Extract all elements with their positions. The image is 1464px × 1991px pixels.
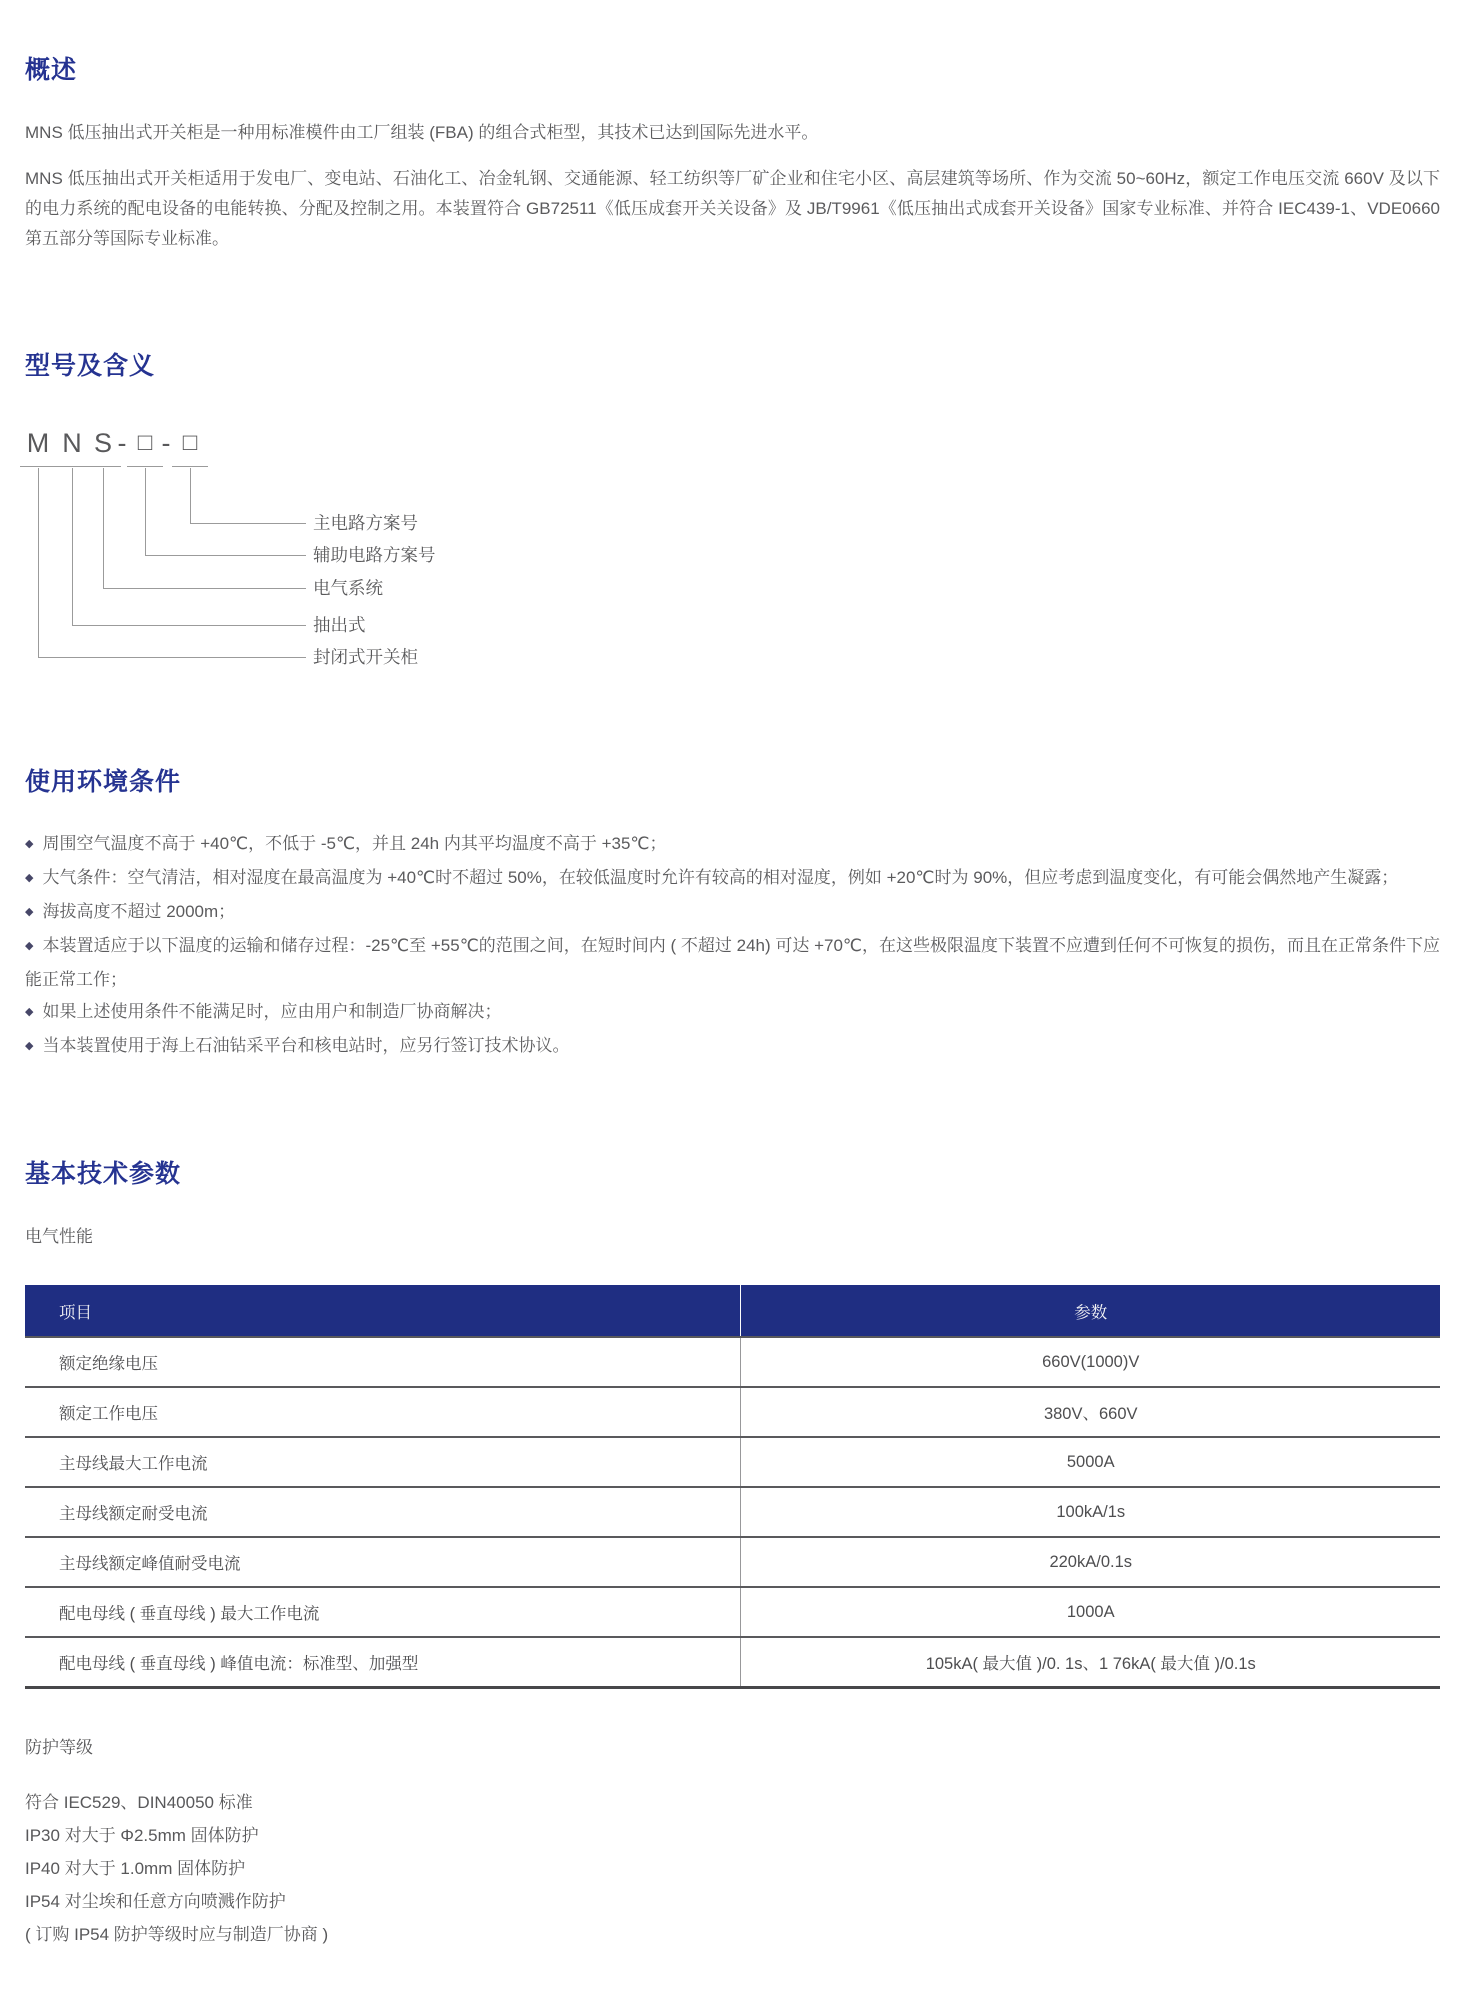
- table-cell-param: 1000A: [741, 1587, 1440, 1637]
- diamond-bullet-icon: ◆: [25, 872, 34, 884]
- protection-title: 防护等级: [25, 1738, 93, 1757]
- table-row: [25, 1637, 1440, 1688]
- parameters-heading: 基本技术参数: [25, 1160, 182, 1188]
- table-cell-item: 主母线最大工作电流: [25, 1437, 741, 1487]
- diamond-bullet-icon: ◆: [25, 1040, 34, 1052]
- electrical-performance-table: [25, 1285, 1440, 1689]
- diagram-label-main-circuit: 主电路方案号: [313, 513, 418, 533]
- table-header-param: 参数: [741, 1285, 1440, 1337]
- diagram-label-aux-circuit: 辅助电路方案号: [313, 545, 436, 565]
- code-letter-s: S: [85, 428, 121, 467]
- environment-bullet-text: 海拔高度不超过 2000m；: [42, 902, 236, 921]
- overview-paragraph-1: MNS 低压抽出式开关柜是一种用标准模件由工厂组装 (FBA) 的组合式柜型，其技术已达到国际先进水平。: [25, 123, 819, 142]
- diamond-bullet-icon: ◆: [25, 906, 34, 918]
- diamond-bullet-icon: ◆: [25, 838, 34, 850]
- table-cell-param: 105kA( 最大值 )/0. 1s、1 76kA( 最大值 )/0.1s: [741, 1637, 1440, 1688]
- table-cell-item: 额定绝缘电压: [25, 1337, 741, 1387]
- section-model-meaning: [25, 346, 1440, 680]
- protection-lines: [25, 1786, 1440, 1951]
- table-cell-item: 主母线额定耐受电流: [25, 1487, 741, 1537]
- table-row: [25, 1487, 1440, 1537]
- environment-bullet: [25, 1030, 1440, 1064]
- overview-heading: 概述: [25, 56, 78, 84]
- connector-line-enclosed: [38, 468, 306, 658]
- table-cell-param: 380V、660V: [741, 1387, 1440, 1437]
- protection-line: IP40 对大于 1.0mm 固体防护: [25, 1859, 246, 1878]
- electrical-performance-label: 电气性能: [25, 1227, 93, 1246]
- table-cell-item: 额定工作电压: [25, 1387, 741, 1437]
- protection-line: IP54 对尘埃和任意方向喷溅作防护: [25, 1892, 286, 1911]
- code-hyphen-1: -: [117, 428, 127, 458]
- model-heading: 型号及含义: [25, 352, 156, 380]
- table-cell-param: 660V(1000)V: [741, 1337, 1440, 1387]
- protection-line: 符合 IEC529、DIN40050 标准: [25, 1793, 253, 1812]
- code-letter-m: M: [20, 428, 56, 467]
- diagram-label-drawout: 抽出式: [313, 615, 366, 635]
- diamond-bullet-icon: ◆: [25, 940, 34, 952]
- table-cell-item: 主母线额定峰值耐受电流: [25, 1537, 741, 1587]
- code-letter-n: N: [54, 428, 90, 467]
- section-parameters: [25, 1154, 1440, 1689]
- table-body: [25, 1337, 1440, 1688]
- diagram-label-electrical-system: 电气系统: [313, 578, 383, 598]
- table-row: [25, 1537, 1440, 1587]
- protection-line: ( 订购 IP54 防护等级时应与制造厂协商 ): [25, 1925, 329, 1944]
- model-code-diagram: [25, 428, 1440, 680]
- environment-bullet-text: 周围空气温度不高于 +40℃，不低于 -5℃，并且 24h 内其平均温度不高于 +35℃；: [42, 834, 667, 853]
- environment-bullet: [25, 862, 1440, 896]
- environment-bullet-text: 当本装置使用于海上石油钻采平台和核电站时，应另行签订技术协议。: [42, 1036, 570, 1055]
- environment-bullet: [25, 828, 1440, 862]
- environment-bullet-text: 如果上述使用条件不能满足时，应由用户和制造厂协商解决；: [42, 1002, 502, 1021]
- table-row: [25, 1437, 1440, 1487]
- table-row: [25, 1387, 1440, 1437]
- protection-line: IP30 对大于 Φ2.5mm 固体防护: [25, 1826, 259, 1845]
- code-box-2: □: [172, 428, 208, 467]
- diagram-label-enclosed: 封闭式开关柜: [313, 647, 418, 667]
- table-row: [25, 1337, 1440, 1387]
- environment-heading: 使用环境条件: [25, 768, 182, 796]
- table-header-item: 项目: [25, 1285, 741, 1337]
- table-cell-param: 220kA/0.1s: [741, 1537, 1440, 1587]
- environment-bullet: [25, 996, 1440, 1030]
- environment-bullet-text: 本装置适应于以下温度的运输和储存过程：-25℃至 +55℃的范围之间，在短时间内 ( 不超过 24h) 可达 +70℃，在这些极限温度下装置不应遭到任何不可恢复的损伤，而且在正常条件下应能正常工作；: [25, 936, 1441, 989]
- table-row: [25, 1587, 1440, 1637]
- environment-bullet: [25, 930, 1440, 996]
- table-cell-item: 配电母线 ( 垂直母线 ) 最大工作电流: [25, 1587, 741, 1637]
- overview-paragraph-2: MNS 低压抽出式开关柜适用于发电厂、变电站、石油化工、冶金轧钢、交通能源、轻工纺织等厂矿企业和住宅小区、高层建筑等场所、作为交流 50~60Hz，额定工作电压交流 660V 及以下的电力系统的配电设备的电能转换、分配及控制之用。本装置符合 GB72511《低压成套开关关设备》及 JB/T9961《低压抽出式成套开关设备》国家专业标准、并符合 IEC439-1、VDE0660 第五部分等国际专业标准。: [25, 169, 1440, 248]
- diamond-bullet-icon: ◆: [25, 1006, 34, 1018]
- section-environment: [25, 762, 1440, 1064]
- code-hyphen-2: -: [161, 428, 171, 458]
- section-overview: [25, 50, 1440, 254]
- table-cell-param: 5000A: [741, 1437, 1440, 1487]
- table-header: [25, 1285, 1440, 1337]
- section-protection: [25, 1733, 1440, 1951]
- environment-bullet: [25, 896, 1440, 930]
- environment-bullet-text: 大气条件：空气清洁，相对湿度在最高温度为 +40℃时不超过 50%，在较低温度时允许有较高的相对湿度，例如 +20℃时为 90%，但应考虑到温度变化，有可能会偶然地产生凝露；: [42, 868, 1399, 887]
- table-cell-param: 100kA/1s: [741, 1487, 1440, 1537]
- table-header-row: [25, 1285, 1440, 1337]
- environment-bullet-list: [25, 828, 1440, 1064]
- table-cell-item: 配电母线 ( 垂直母线 ) 峰值电流：标准型、加强型: [25, 1637, 741, 1688]
- code-box-1: □: [127, 428, 163, 467]
